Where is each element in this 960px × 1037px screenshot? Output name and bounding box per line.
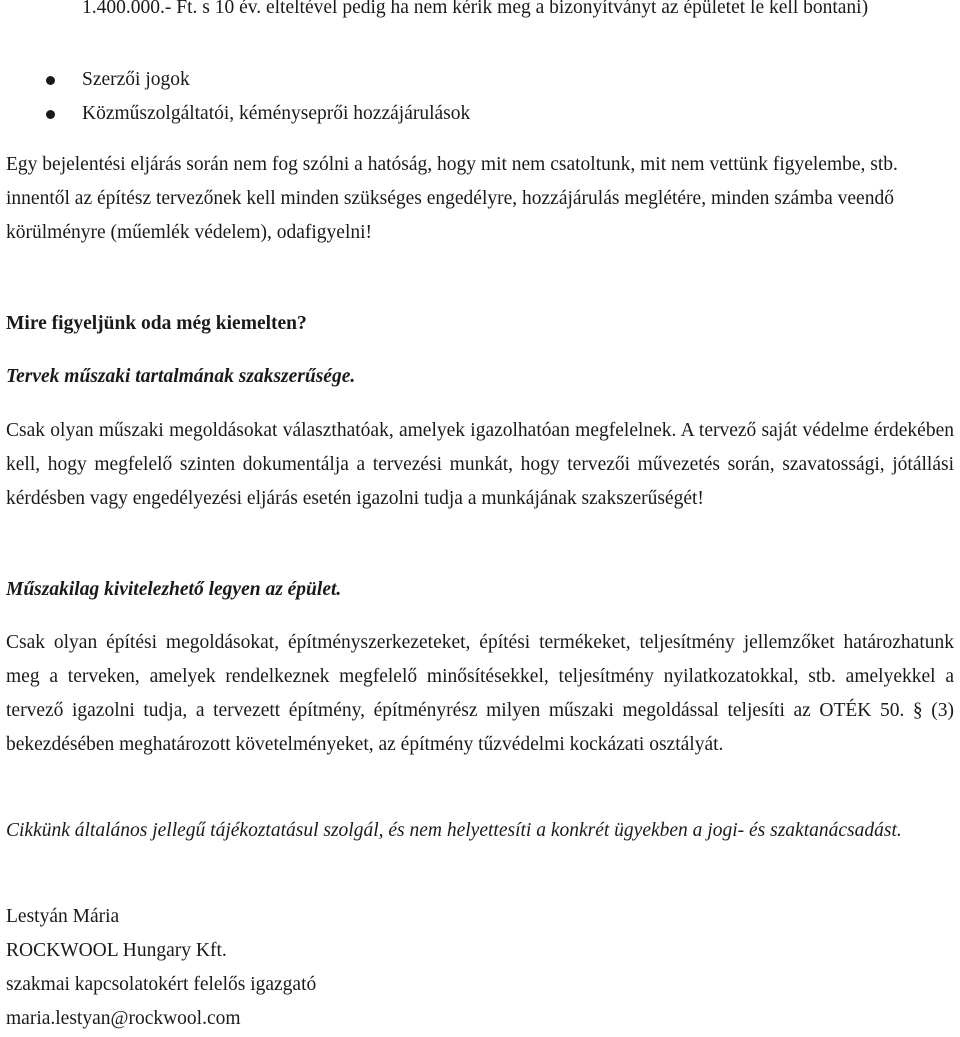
signature-title: szakmai kapcsolatokért felelős igazgató xyxy=(6,974,317,995)
heading-mire-figyeljunk: Mire figyeljünk oda még kiemelten? xyxy=(6,313,307,334)
list-item-text: Közműszolgáltatói, kéményseprői hozzájárulások xyxy=(82,103,471,124)
signature-email: maria.lestyan@rockwool.com xyxy=(6,1008,241,1029)
paragraph-muszaki-megoldasok: Csak olyan műszaki megoldásokat választhatóak, amelyek igazolhatóan megfelelnek. A tervező saját védelme érdekében kell, hogy megfelelő szinten dokumentálja a tervezési munkát, hogy tervezői művezetés során, szavatossági, jótállási kérdésben vagy engedélyezési eljárás esetén igazolni tudja a munkájának szakszerűségét! xyxy=(6,420,954,509)
signature-company: ROCKWOOL Hungary Kft. xyxy=(6,940,227,961)
list-item xyxy=(82,97,470,131)
list-item xyxy=(82,63,470,97)
bullet-icon xyxy=(46,110,55,119)
subheading-kivitelezheto: Műszakilag kivitelezhető legyen az épület. xyxy=(6,579,342,600)
list-item-text: Szerzői jogok xyxy=(82,69,190,90)
signature-name: Lestyán Mária xyxy=(6,906,120,927)
paragraph-bejelentesi-eljaras: Egy bejelentési eljárás során nem fog szólni a hatóság, hogy mit nem csatoltunk, mit nem vettünk figyelembe, stb. innentől az építész tervezőnek kell minden szükséges engedélyre, hozzájárulás meglétére, minden számba veendő körülményre (műemlék védelem), odafigyelni! xyxy=(6,154,898,243)
signature-block xyxy=(6,900,954,1036)
subheading-tervek-szakszerusege: Tervek műszaki tartalmának szakszerűsége. xyxy=(6,366,356,387)
continued-text: 1.400.000.- Ft. s 10 év. elteltével pedig ha nem kérik meg a bizonyítványt az épületet le kell bontani) xyxy=(82,0,869,18)
paragraph-epitesi-megoldasok: Csak olyan építési megoldásokat, építményszerkezeteket, építési termékeket, teljesítmény jellemzőket határozhatunk meg a terveken, amelyek rendelkeznek megfelelő minősítésekkel, teljesítmény nyilatkozatokkal, stb. amelyekkel a tervező igazolni tudja, a tervezett építmény, építményrész milyen műszaki megoldással teljesíti az OTÉK 50. § (3) bekezdésében meghatározott követelményeket, az építmény tűzvédelmi kockázati osztályát. xyxy=(6,632,954,755)
disclaimer-text: Cikkünk általános jellegű tájékoztatásul szolgál, és nem helyettesíti a konkrét ügyekben a jogi- és szaktanácsadást. xyxy=(6,820,902,841)
bullet-list xyxy=(82,63,470,131)
bullet-icon xyxy=(46,76,55,85)
